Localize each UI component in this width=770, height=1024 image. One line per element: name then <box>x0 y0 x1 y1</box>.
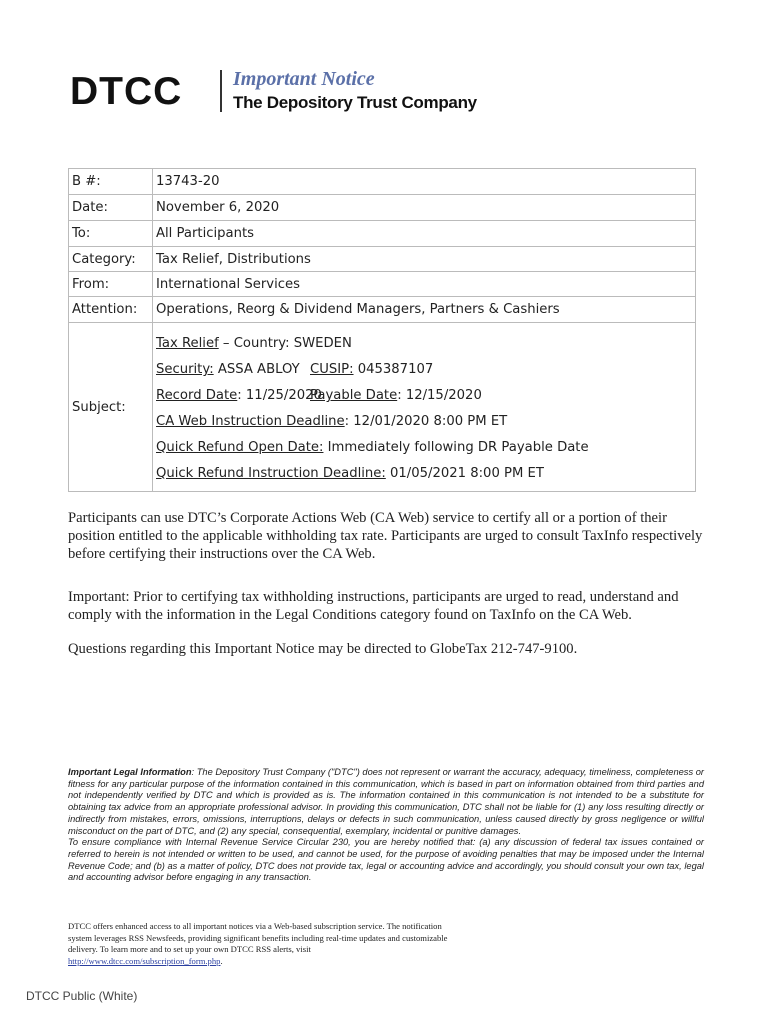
table-row <box>69 221 696 247</box>
table-row <box>69 247 696 272</box>
subject-quick-deadline <box>156 461 695 487</box>
cusip-value: 045387107 <box>353 362 434 377</box>
ca-web-value: : 12/01/2020 8:00 PM ET <box>344 414 508 429</box>
subscription-link[interactable]: http://www.dtcc.com/subscription_form.php <box>68 955 221 966</box>
legal-information <box>68 767 704 884</box>
subject-row <box>69 323 696 492</box>
payable-date-field <box>310 383 482 409</box>
subject-ca-web-deadline <box>156 409 695 435</box>
header-divider <box>220 70 222 112</box>
subject-dates <box>156 383 695 409</box>
row-value: International Services <box>153 272 696 297</box>
quick-deadline-value: 01/05/2021 8:00 PM ET <box>385 466 544 481</box>
table-row <box>69 195 696 221</box>
subject-security <box>156 357 695 383</box>
row-label: To: <box>69 221 153 247</box>
cusip-field <box>310 357 433 383</box>
classification-label: DTCC Public (White) <box>26 989 138 1003</box>
table-row <box>69 169 696 195</box>
body-paragraph-1: Participants can use DTC’s Corporate Actions Web (CA Web) service to certify all or a portion of their position entitled to the applicable withholding tax rate. Participants are urged to consult TaxInfo respectively before certifying their instructions over the CA Web. <box>68 510 703 562</box>
notice-info-table <box>68 168 696 492</box>
row-value: 13743-20 <box>153 169 696 195</box>
row-value: November 6, 2020 <box>153 195 696 221</box>
quick-open-label: Quick Refund Open Date: <box>156 440 324 455</box>
security-value: ASSA ABLOY <box>213 362 300 377</box>
record-date-value: : 11/25/2020 <box>237 388 322 403</box>
quick-open-value: Immediately following DR Payable Date <box>323 440 589 455</box>
row-label: Attention: <box>69 297 153 323</box>
tax-relief-label: Tax Relief <box>156 336 219 351</box>
subscription-end: . <box>220 955 223 966</box>
ca-web-label: CA Web Instruction Deadline <box>156 414 345 429</box>
table-row <box>69 297 696 323</box>
subject-details <box>153 323 696 492</box>
legal-text-1: : The Depository Trust Company ("DTC") does not represent or warrant the accuracy, adequacy, timeliness, completeness or fitness for any particular purpose of the information contained in this communication, which is based in part on information obtained from third parties and not independently verified by DTC and which is provided as is. The information contained in this communication is not intended to be a substitute for obtaining tax advice from an appropriate professional advisor. In providing this communication, DTC shall not be liable for (1) any loss resulting directly or indirectly from mistakes, errors, omissions, interruptions, delays or defects in such communication, unless caused directly by gross negligence or willful misconduct on the part of DTC, and (2) any special, consequential, exemplary, incidental or punitive damages. <box>68 767 704 836</box>
row-value: Tax Relief, Distributions <box>153 247 696 272</box>
subject-quick-open <box>156 435 695 461</box>
row-label: Date: <box>69 195 153 221</box>
subject-label: Subject: <box>69 323 153 492</box>
row-label: Category: <box>69 247 153 272</box>
table-row <box>69 272 696 297</box>
tax-relief-value: – Country: SWEDEN <box>218 336 352 351</box>
notice-title: Important Notice <box>233 68 375 90</box>
payable-date-value: : 12/15/2020 <box>397 388 482 403</box>
dtcc-logo: DTCC <box>70 70 183 113</box>
security-label: Security: <box>156 362 214 377</box>
notice-header <box>70 68 710 124</box>
payable-date-label: Payable Date <box>310 388 398 403</box>
legal-text-2: To ensure compliance with Internal Revenue Service Circular 230, you are hereby notified that: (a) any discussion of federal tax issues contained or referred to herein is not intended or written to be used, and cannot be used, for the purpose of avoiding penalties that may be imposed under the Internal Revenue Code; and (b) as a matter of policy, DTC does not provide tax, legal or accounting advice and accordingly, you should consult your own tax, legal and accounting advisor before engaging in any transaction. <box>68 837 704 883</box>
body-paragraph-3: Questions regarding this Important Notice may be directed to GlobeTax 212-747-9100. <box>68 641 578 657</box>
quick-deadline-label: Quick Refund Instruction Deadline: <box>156 466 386 481</box>
subscription-note <box>68 921 448 967</box>
company-name: The Depository Trust Company <box>233 93 477 112</box>
subscription-text: DTCC offers enhanced access to all important notices via a Web-based subscription service. The notification system leverages RSS Newsfeeds, providing significant benefits including real-time updates and customizable delivery. To learn more and to set up your own DTCC RSS alerts, visit <box>68 921 448 955</box>
row-label: From: <box>69 272 153 297</box>
legal-heading: Important Legal Information <box>68 767 192 777</box>
row-label: B #: <box>69 169 153 195</box>
row-value: All Participants <box>153 221 696 247</box>
body-paragraph-2: Important: Prior to certifying tax withholding instructions, participants are urged to read, understand and comply with the information in the Legal Conditions category found on TaxInfo on the CA Web. <box>68 589 679 623</box>
record-date-label: Record Date <box>156 388 238 403</box>
subject-tax-relief <box>156 331 695 357</box>
cusip-label: CUSIP: <box>310 362 354 377</box>
row-value: Operations, Reorg & Dividend Managers, Partners & Cashiers <box>153 297 696 323</box>
